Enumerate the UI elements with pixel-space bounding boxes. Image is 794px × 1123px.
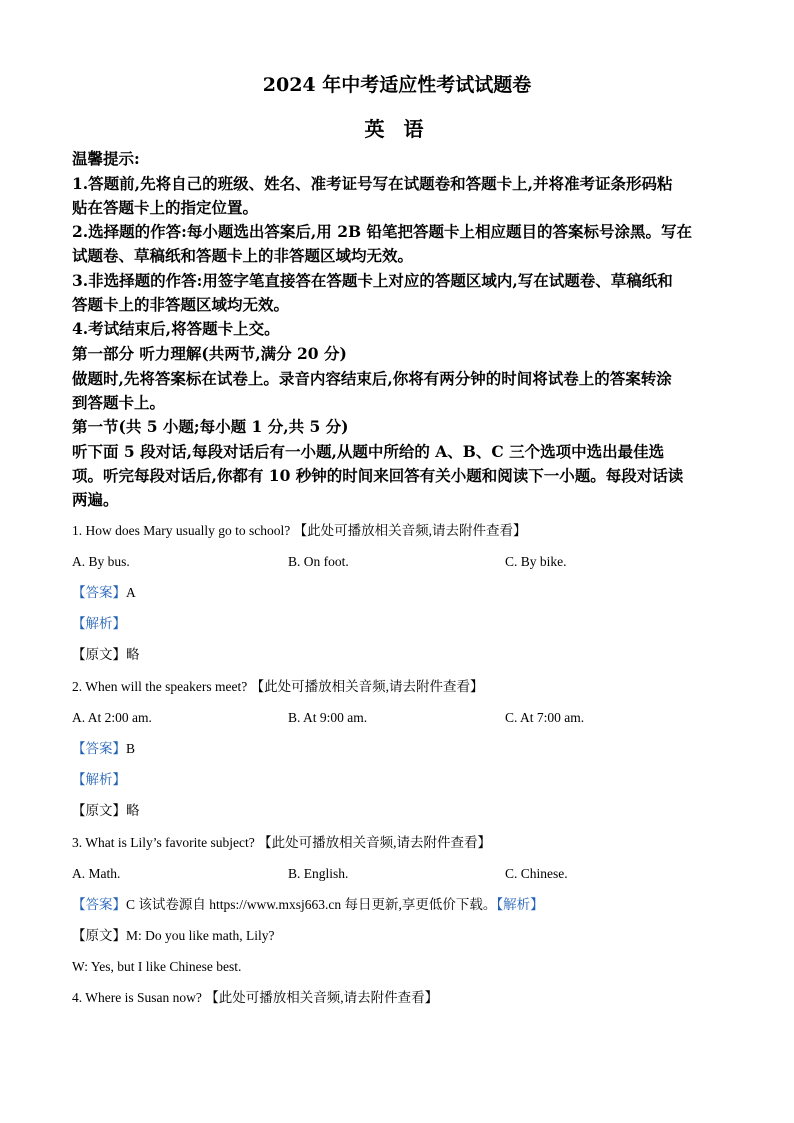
part1-intro-line: 做题时,先将答案标在试卷上。录音内容结束后,你将有两分钟的时间将试卷上的答案转涂 — [72, 369, 672, 388]
analysis-label: 【解析】 — [72, 616, 126, 631]
answer-value: A — [126, 585, 136, 600]
original-label: 【原文】 — [72, 803, 126, 818]
question-3-option-c: C. Chinese. — [505, 866, 568, 881]
part1-heading: 第一部分 听力理解(共两节,满分 20 分) — [72, 344, 347, 363]
question-3-option-b: B. English. — [288, 866, 349, 881]
part1-intro-line: 到答题卡上。 — [72, 393, 166, 412]
question-4-stem: 4. Where is Susan now? 【此处可播放相关音频,请去附件查看】 — [72, 990, 439, 1005]
answer-value: B — [126, 741, 136, 756]
section1-heading: 第一节(共 5 小题;每小题 1 分,共 5 分) — [72, 417, 349, 436]
question-3-answer — [72, 895, 544, 915]
tip-line: 贴在答题卡上的指定位置。 — [72, 198, 259, 217]
question-2-option-c: C. At 7:00 am. — [505, 710, 585, 725]
dialogue-line: W: Yes, but I like Chinese best. — [72, 959, 242, 974]
tip-line: 1.答题前,先将自己的班级、姓名、准考证号写在试题卷和答题卡上,并将准考证条形码粘 — [72, 174, 673, 193]
question-1-option-b: B. On foot. — [288, 554, 349, 569]
tip-line: 答题卡上的非答题区域均无效。 — [72, 295, 290, 314]
original-value: 略 — [126, 647, 140, 662]
question-3-original — [72, 926, 274, 946]
tip-line: 试题卷、草稿纸和答题卡上的非答题区域均无效。 — [72, 246, 414, 265]
question-1-option-c: C. By bike. — [505, 554, 567, 569]
original-value: 略 — [126, 803, 140, 818]
question-1-option-a: A. By bus. — [72, 554, 130, 569]
tip-line: 3.非选择题的作答:用签字笔直接答在答题卡上对应的答题区域内,写在试题卷、草稿纸和 — [72, 271, 673, 290]
original-label: 【原文】 — [72, 647, 126, 662]
question-2-option-a: A. At 2:00 am. — [72, 710, 152, 725]
answer-label: 【答案】 — [72, 741, 126, 756]
section1-intro-line: 两遍。 — [72, 490, 119, 509]
question-2-option-b: B. At 9:00 am. — [288, 710, 368, 725]
answer-label: 【答案】 — [72, 585, 126, 600]
question-2-stem: 2. When will the speakers meet? 【此处可播放相关音频,请去附件查看】 — [72, 679, 484, 694]
subject-title: 英 语 — [364, 117, 430, 141]
question-2-original — [72, 801, 140, 821]
original-label: 【原文】 — [72, 928, 126, 943]
question-2-answer — [72, 739, 135, 759]
section1-intro-line: 项。听完每段对话后,你都有 10 秒钟的时间来回答有关小题和阅读下一小题。每段对话读 — [72, 466, 684, 485]
question-3-stem: 3. What is Lily’s favorite subject? 【此处可播放相关音频,请去附件查看】 — [72, 835, 491, 850]
question-3-option-a: A. Math. — [72, 866, 121, 881]
tip-line: 4.考试结束后,将答题卡上交。 — [72, 319, 280, 338]
tips-heading: 温馨提示: — [72, 149, 140, 168]
question-1-original — [72, 645, 140, 665]
tip-line: 2.选择题的作答:每小题选出答案后,用 2B 铅笔把答题卡上相应题目的答案标号涂黑。写在 — [72, 222, 692, 241]
question-1-analysis — [72, 614, 126, 634]
exam-title: 2024 年中考适应性考试试题卷 — [262, 74, 532, 96]
question-1-answer — [72, 583, 136, 603]
answer-value: C 该试卷源自 https://www.mxsj663.cn 每日更新,享更低价下载。 — [126, 897, 497, 912]
analysis-label: 【解析】 — [496, 897, 544, 912]
answer-label: 【答案】 — [72, 897, 126, 912]
question-1-stem: 1. How does Mary usually go to school? 【此处可播放相关音频,请去附件查看】 — [72, 523, 527, 538]
analysis-label: 【解析】 — [72, 772, 126, 787]
section1-intro-line: 听下面 5 段对话,每段对话后有一小题,从题中所给的 A、B、C 三个选项中选出最佳选 — [72, 442, 665, 461]
dialogue-line: M: Do you like math, Lily? — [126, 928, 275, 943]
question-2-analysis — [72, 770, 126, 790]
